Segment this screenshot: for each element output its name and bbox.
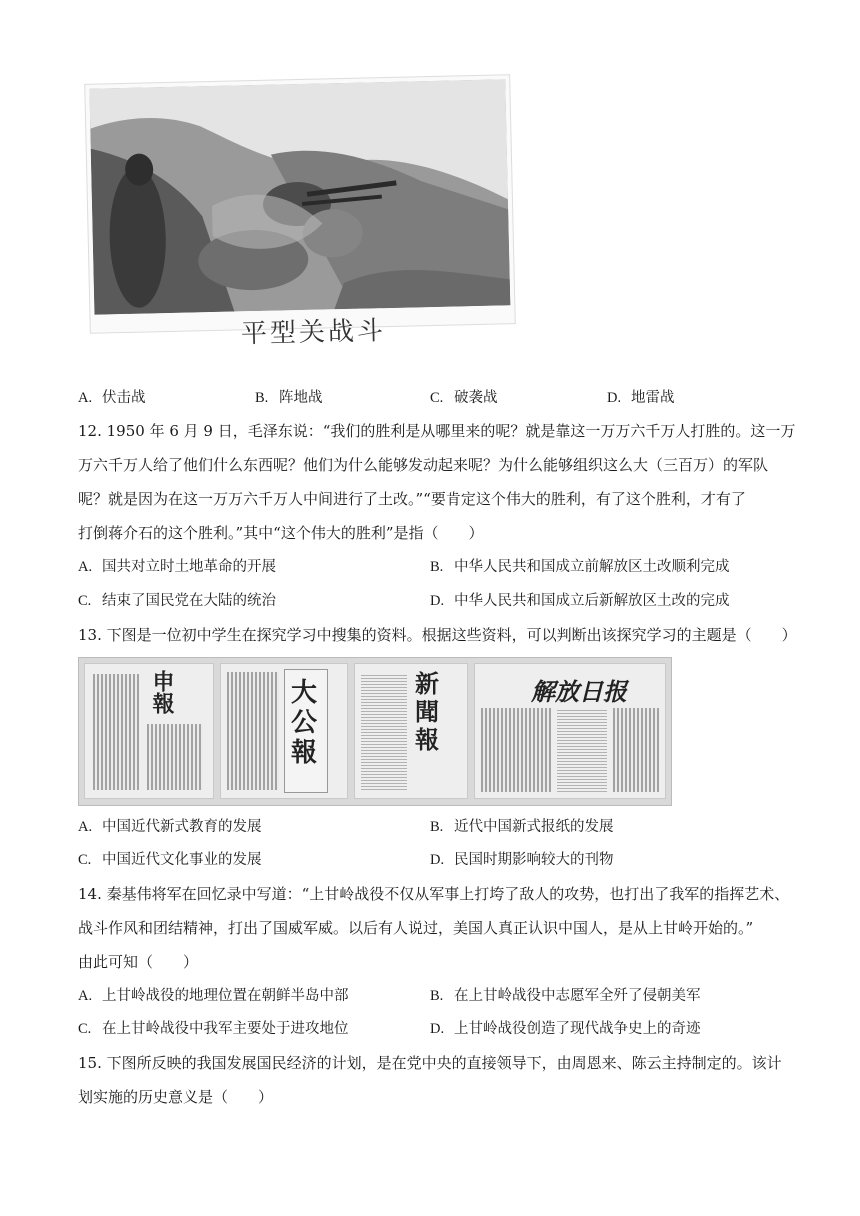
q14-stem-line-2: 战斗作风和团结精神，打出了国威军威。以后有人说过，美国人真正认识中国人，是从上甘岭开始的。”	[78, 919, 754, 937]
q13-option-c[interactable]	[78, 850, 262, 870]
newspapers-image	[78, 657, 672, 806]
q14-option-b[interactable]	[430, 986, 701, 1006]
option-label: C.	[78, 852, 92, 868]
option-label: D.	[430, 593, 445, 609]
option-text: 结束了国民党在大陆的统治	[102, 593, 276, 609]
q12-option-c[interactable]	[78, 591, 276, 611]
newspaper-dagongbao	[221, 664, 347, 798]
q12-stem-line-4: 打倒蒋介石的这个胜利。”其中“这个伟大的胜利”是指（ ）	[78, 524, 484, 542]
q13-option-a[interactable]	[78, 817, 262, 837]
newspaper-jiefang-daily	[475, 664, 665, 798]
q11-option-c[interactable]	[430, 388, 498, 408]
option-text: 阵地战	[279, 390, 323, 406]
q15-stem-line-1: 15. 下图所反映的我国发展国民经济的计划，是在党中央的直接领导下，由周恩来、陈云主持制定的。该计	[78, 1054, 782, 1072]
battle-photo-image	[89, 79, 510, 314]
option-label: D.	[430, 852, 445, 868]
option-text: 民国时期影响较大的刊物	[454, 852, 614, 868]
option-text: 在上甘岭战役中志愿军全歼了侵朝美军	[454, 988, 701, 1004]
option-label: B.	[255, 390, 269, 406]
q13-option-b[interactable]	[430, 817, 614, 837]
option-text: 地雷战	[631, 390, 675, 406]
dagongbao-masthead: 大公報	[291, 678, 318, 768]
option-text: 中华人民共和国成立后新解放区土改的完成	[454, 593, 730, 609]
option-label: A.	[78, 988, 93, 1004]
q12-stem-line-2: 万六千万人给了他们什么东西呢？他们为什么能够发动起来呢？为什么能够组织这么大（三百万）的军队	[78, 456, 769, 474]
option-label: B.	[430, 819, 444, 835]
option-text: 国共对立时土地革命的开展	[102, 559, 276, 575]
option-label: C.	[430, 390, 444, 406]
xinwenbao-masthead: 新聞報	[415, 669, 439, 754]
newspaper-shenbao	[85, 664, 213, 798]
shenbao-masthead: 申報	[149, 670, 175, 714]
option-label: B.	[430, 559, 444, 575]
jiefang-masthead: 解放日报	[531, 677, 627, 706]
option-text: 中华人民共和国成立前解放区土改顺利完成	[454, 559, 730, 575]
q12-option-b[interactable]	[430, 557, 730, 577]
option-text: 破袭战	[454, 390, 498, 406]
option-label: C.	[78, 593, 92, 609]
q14-option-c[interactable]	[78, 1019, 349, 1039]
q14-option-a[interactable]	[78, 986, 349, 1006]
option-label: A.	[78, 559, 93, 575]
option-text: 在上甘岭战役中我军主要处于进攻地位	[102, 1021, 349, 1037]
q11-option-d[interactable]	[607, 388, 675, 408]
q13-stem-line-1: 13. 下图是一位初中学生在探究学习中搜集的资料。根据这些资料，可以判断出该探究学习的主题是（ ）	[78, 626, 797, 644]
option-text: 上甘岭战役创造了现代战争史上的奇迹	[454, 1021, 701, 1037]
option-label: C.	[78, 1021, 92, 1037]
option-label: D.	[430, 1021, 445, 1037]
q11-option-a[interactable]	[78, 388, 146, 408]
option-label: A.	[78, 390, 93, 406]
option-text: 上甘岭战役的地理位置在朝鲜半岛中部	[102, 988, 349, 1004]
option-text: 中国近代文化事业的发展	[102, 852, 262, 868]
q14-stem-line-3: 由此可知（ ）	[78, 953, 199, 971]
q11-option-b[interactable]	[255, 388, 323, 408]
q12-option-d[interactable]	[430, 591, 730, 611]
option-text: 近代中国新式报纸的发展	[454, 819, 614, 835]
q13-option-d[interactable]	[430, 850, 614, 870]
option-label: D.	[607, 390, 622, 406]
q15-stem-line-2: 划实施的历史意义是（ ）	[78, 1088, 274, 1106]
q12-option-a[interactable]	[78, 557, 276, 577]
newspaper-xinwenbao	[355, 664, 467, 798]
q14-option-d[interactable]	[430, 1019, 701, 1039]
q12-stem-line-1: 12. 1950 年 6 月 9 日，毛泽东说：“我们的胜利是从哪里来的呢？就是靠这一万万六千万人打胜的。这一万	[78, 422, 796, 440]
pingxingguan-photo	[85, 75, 515, 350]
option-text: 伏击战	[102, 390, 146, 406]
option-label: A.	[78, 819, 93, 835]
q12-stem-line-3: 呢？就是因为在这一万万六千万人中间进行了土改。”“要肯定这个伟大的胜利，有了这个胜利，才有了	[78, 490, 746, 508]
photo-caption: 平型关战斗	[240, 316, 387, 350]
option-text: 中国近代新式教育的发展	[102, 819, 262, 835]
option-label: B.	[430, 988, 444, 1004]
q14-stem-line-1: 14. 秦基伟将军在回忆录中写道：“上甘岭战役不仅从军事上打垮了敌人的攻势，也打出了我军的指挥艺术、	[78, 885, 790, 903]
